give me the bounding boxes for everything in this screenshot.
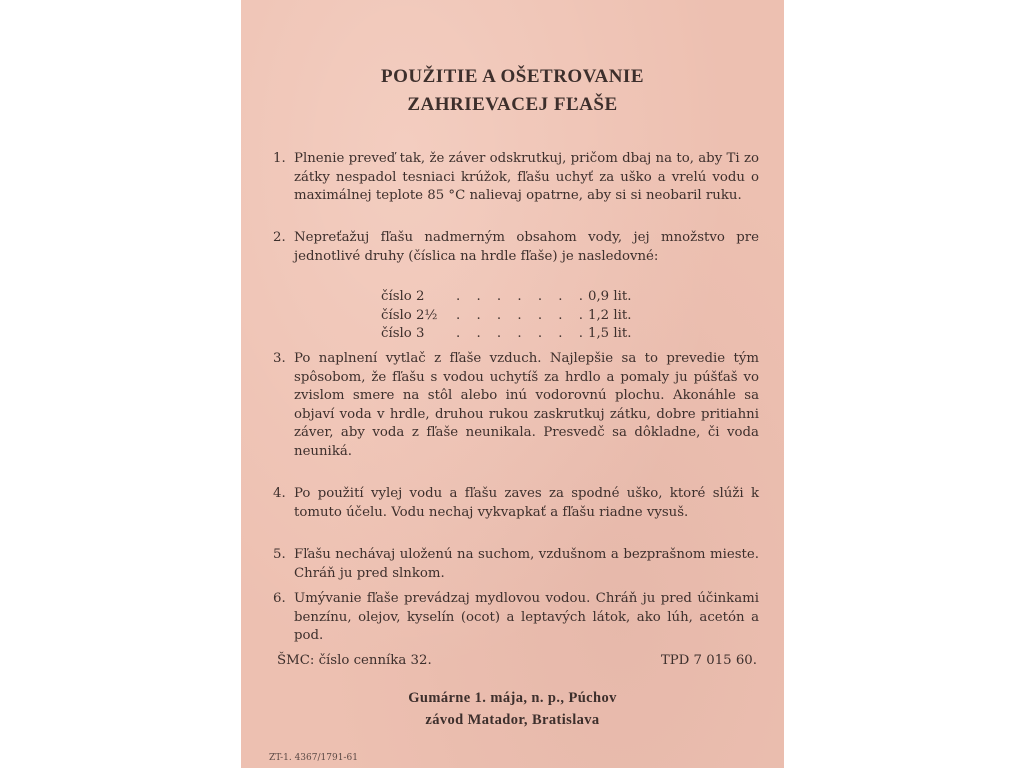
print-code: ZT-1. 4367/1791-61 [269,753,358,763]
instruction-number: 6. [273,591,286,606]
size-label: číslo 3 [381,326,425,341]
manufacturer-plant: závod Matador, Bratislava [425,712,600,728]
instruction-number: 4. [273,486,286,501]
instruction-item-4 [273,485,759,522]
technical-standard-code: TPD 7 015 60. [660,653,757,668]
instruction-text: Po naplnení vytlač z fľaše vzduch. Najlepšie sa to prevedie tým spôsobom, že fľašu s vodou uchytíš za hrdlo a pomaly ju púšťaš vo zvislom smere na stôl alebo inú vodorovnú plochu. Akonáhle sa objaví voda v hrdle, druhou rukou zaskrutkuj zátku, dobre pritiahni záver, aby voda z fľaše neunikala. Presvedč sa dôkladne, či voda neuniká. [294,351,759,459]
document-title-line-1: POUŽITIE A OŠETROVANIE [380,66,644,87]
size-row [381,307,661,326]
instruction-text: Fľašu nechávaj uloženú na suchom, vzdušnom a bezprašnom mieste. Chráň ju pred slnkom. [294,547,759,581]
instruction-item-6 [273,590,759,646]
instruction-number: 2. [273,230,286,245]
size-volume: 1,5 lit. [588,326,632,341]
size-row [381,288,661,307]
size-leader-dots: . . . . . . . [456,289,589,304]
instruction-number: 3. [273,351,286,366]
size-volume: 0,9 lit. [588,289,632,304]
size-label: číslo 2½ [381,307,438,323]
bottle-size-table [381,288,661,344]
price-list-number: ŠMC: číslo cenníka 32. [277,653,432,668]
instruction-item-3 [273,350,759,461]
document-title-line-2: ZAHRIEVACEJ FĽAŠE [407,94,618,115]
size-label: číslo 2 [381,289,425,304]
manufacturer-name: Gumárne 1. mája, n. p., Púchov [408,690,617,706]
size-leader-dots: . . . . . . . [456,326,589,341]
instruction-leaflet [241,0,784,768]
size-volume: 1,2 lit. [588,307,632,323]
instruction-number: 5. [273,547,286,562]
instruction-item-5 [273,546,759,583]
instruction-item-2 [273,229,759,266]
instruction-text: Plnenie preveď tak, že záver odskrutkuj, pričom dbaj na to, aby Ti zo zátky nespadol tesniaci krúžok, fľašu uchyť za uško a vrelú vodu o maximálnej teplote 85 °C nalievaj opatrne, aby si si neobaril ruku. [294,151,759,203]
size-leader-dots: . . . . . . . [456,307,589,323]
size-row [381,325,661,344]
instruction-number: 1. [273,151,286,166]
instruction-text: Umývanie fľaše prevádzaj mydlovou vodou. Chráň ju pred účinkami benzínu, olejov, kyselín (ocot) a leptavých látok, ako lúh, acetón a pod. [294,591,759,643]
instruction-text: Po použití vylej vodu a fľašu zaves za spodné uško, ktoré slúži k tomuto účelu. Vodu nechaj vykvapkať a fľašu riadne vysuš. [294,486,759,520]
instruction-text: Nepreťažuj fľašu nadmerným obsahom vody, jej množstvo pre jednotlivé druhy (číslica na hrdle fľaše) je nasledovné: [294,230,759,264]
instruction-item-1 [273,150,759,206]
